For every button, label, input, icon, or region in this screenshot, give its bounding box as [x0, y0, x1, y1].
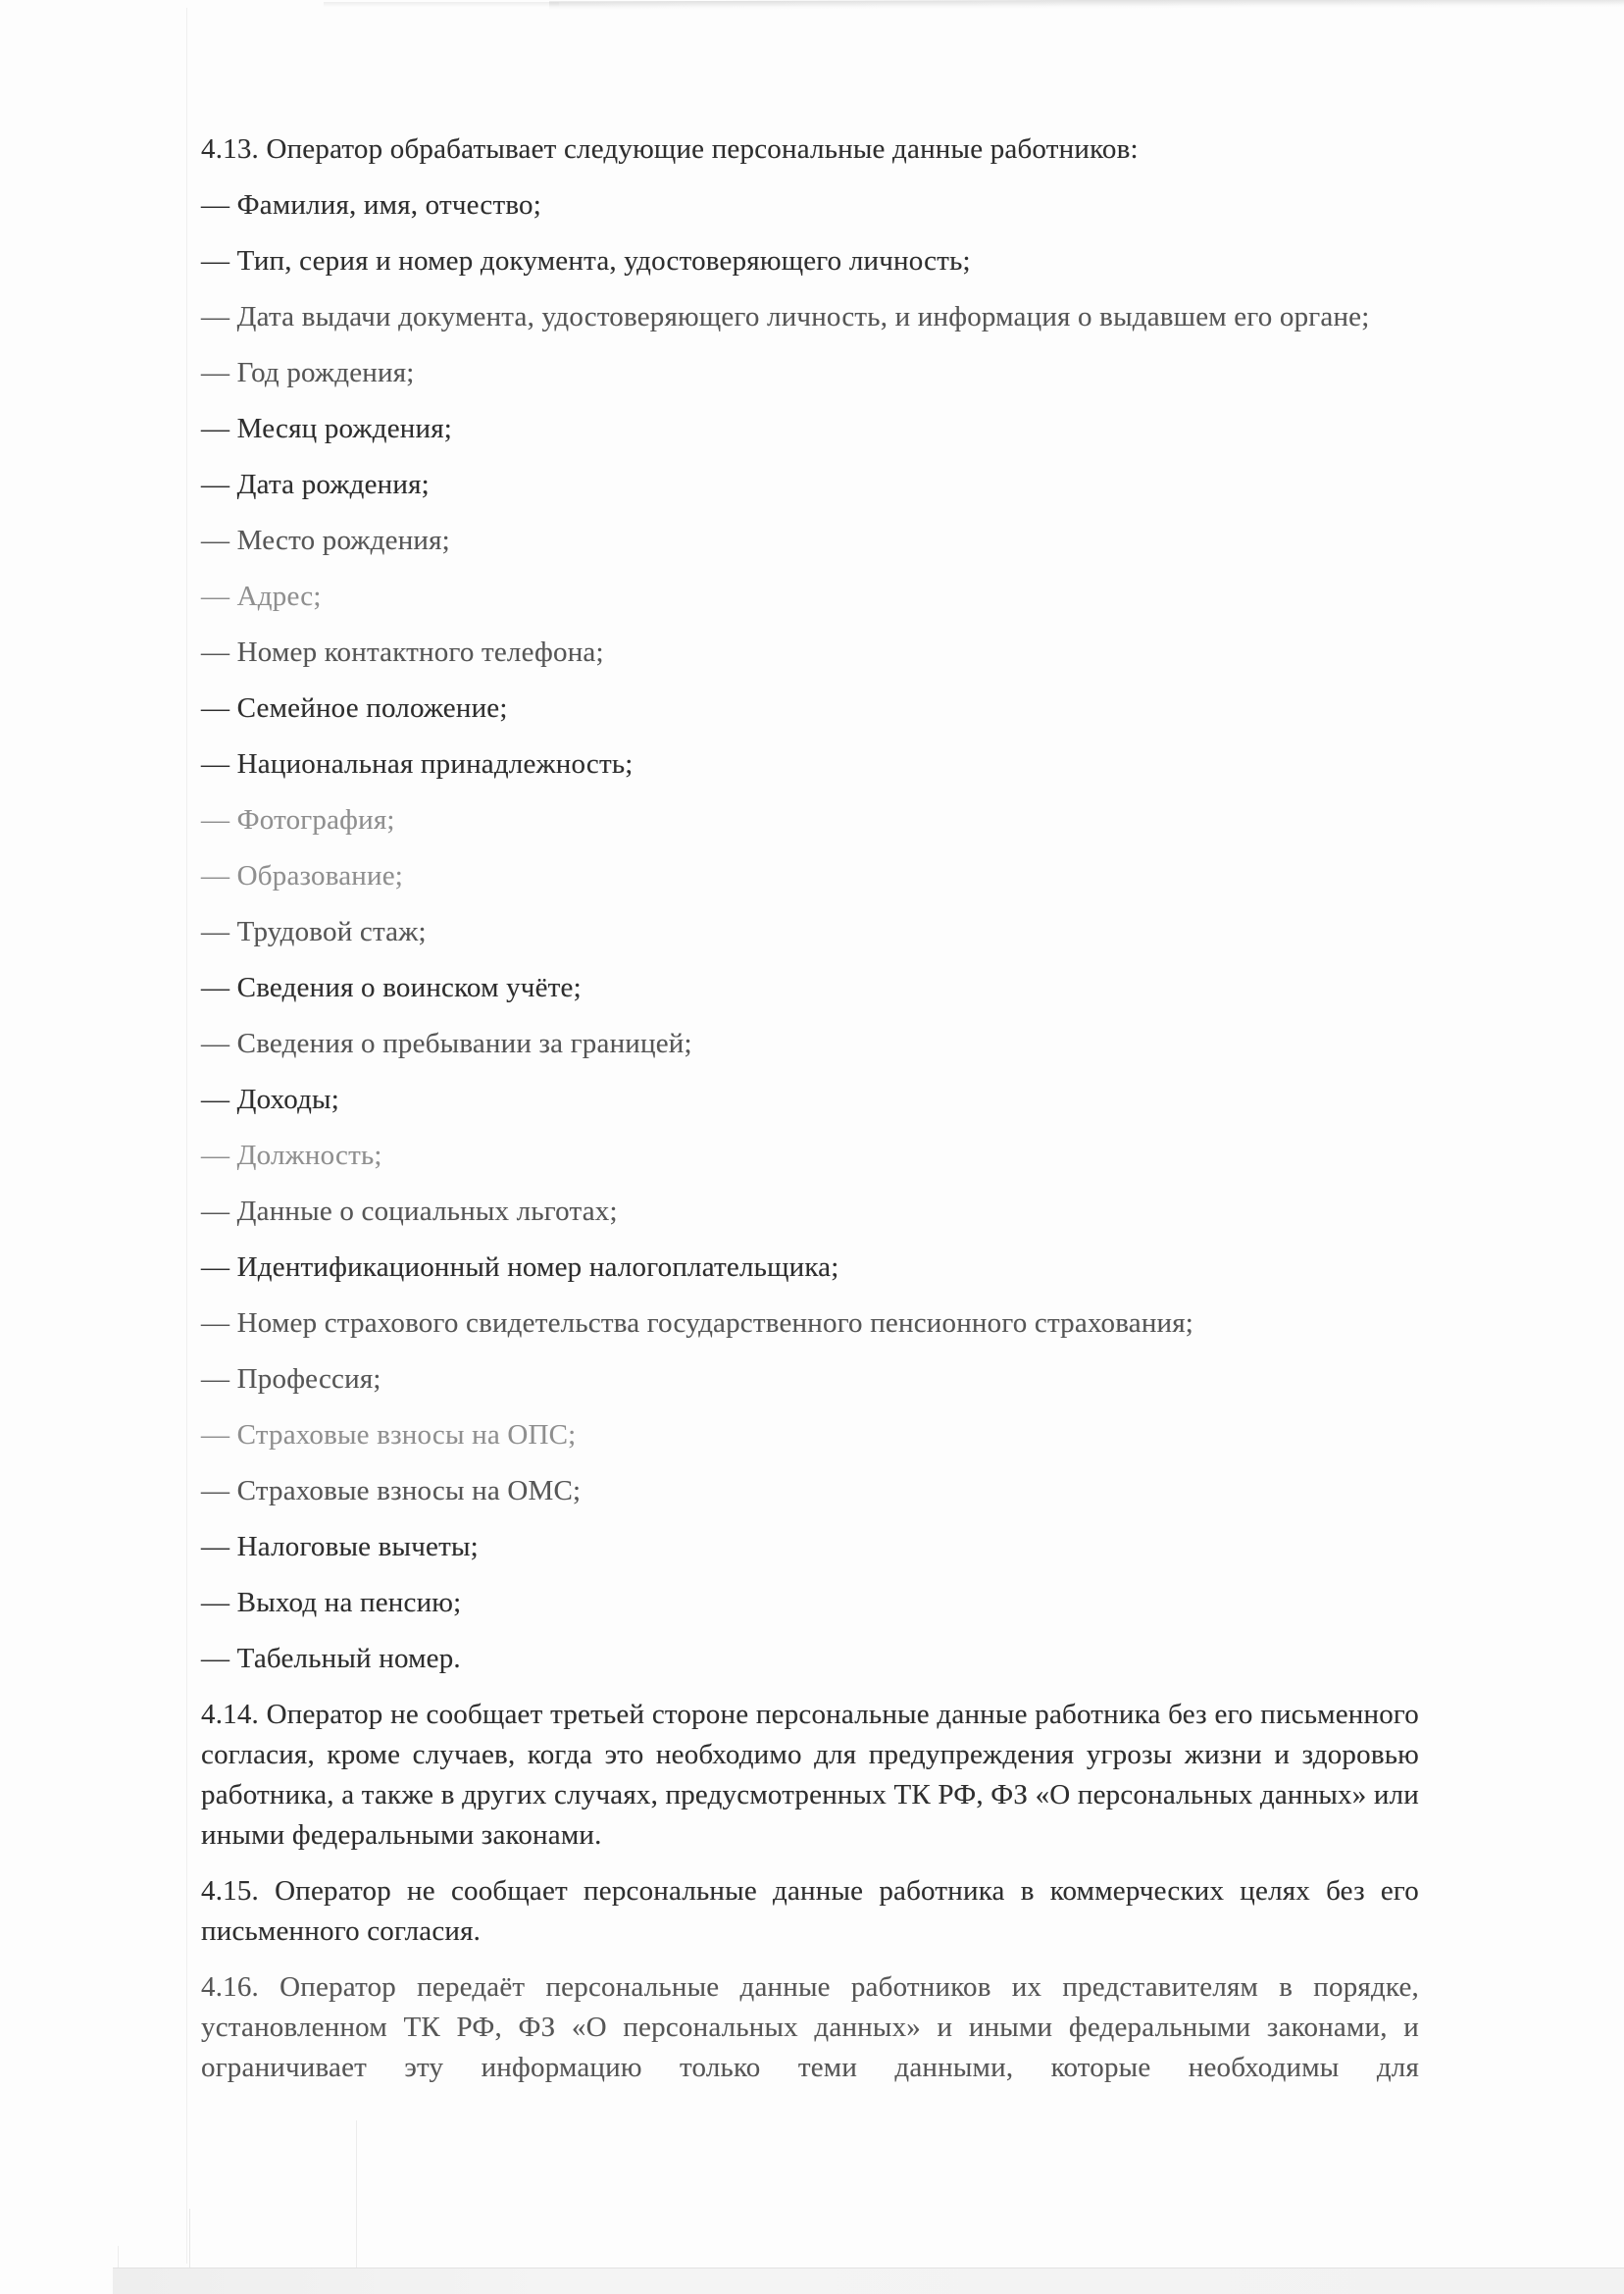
list-item: — Фамилия, имя, отчество; — [201, 189, 542, 221]
list-item: — Образование; — [201, 860, 404, 892]
list-item: — Фотография; — [201, 804, 395, 836]
list-item: — Номер контактного телефона; — [201, 637, 604, 668]
list-item: — Трудовой стаж; — [201, 916, 427, 947]
scan-artifact-bottom-band — [113, 2269, 1624, 2294]
list-item: — Месяц рождения; — [201, 413, 453, 444]
scan-artifact-vertical-line — [356, 2120, 357, 2269]
list-item: — Сведения о пребывании за границей; — [201, 1028, 692, 1059]
scan-artifact-bottom-edge — [113, 2268, 1624, 2269]
list-item: — Профессия; — [201, 1363, 381, 1395]
list-item: — Семейное положение; — [201, 692, 508, 724]
scan-artifact-top-streak — [549, 0, 1624, 10]
list-item: — Сведения о воинском учёте; — [201, 972, 582, 1003]
list-item: — Адрес; — [201, 581, 322, 612]
document-text-block — [201, 129, 1419, 2104]
scan-artifact-left-edge — [186, 8, 187, 2264]
scan-artifact-vertical-line — [118, 2246, 119, 2269]
list-item: — Табельный номер. — [201, 1643, 461, 1674]
clause-4-13: 4.13. Оператор обрабатывает следующие персональные данные работников: — [201, 133, 1139, 165]
scan-artifact-top-streak-left — [324, 2, 559, 7]
personal-data-list — [201, 185, 1419, 1679]
list-item: — Дата выдачи документа, удостоверяющего личность, и информация о выдавшем его органе; — [201, 301, 1370, 332]
list-item: — Выход на пенсию; — [201, 1587, 462, 1618]
list-item: — Идентификационный номер налогоплательщика; — [201, 1251, 839, 1283]
list-item: — Место рождения; — [201, 525, 450, 556]
clause-4-14: 4.14. Оператор не сообщает третьей стороне персональные данные работника без его письменного согласия, кроме случаев, когда это необходимо для предупреждения угрозы жизни и здоровью работника, а также в других случаях, предусмотренных ТК РФ, ФЗ «О персональных данных» или иными федеральными законами. — [201, 1699, 1419, 1851]
list-item: — Страховые взносы на ОМС; — [201, 1475, 582, 1506]
list-item: — Тип, серия и номер документа, удостоверяющего личность; — [201, 245, 971, 277]
list-item: — Должность; — [201, 1140, 382, 1171]
list-item: — Год рождения; — [201, 357, 415, 388]
list-item: — Данные о социальных льготах; — [201, 1196, 618, 1227]
list-item: — Доходы; — [201, 1084, 339, 1115]
clause-4-15: 4.15. Оператор не сообщает персональные данные работника в коммерческих целях без его письменного согласия. — [201, 1875, 1419, 1947]
clause-4-16: 4.16. Оператор передаёт персональные данные работников их представителям в порядке, установленном ТК РФ, ФЗ «О персональных данных» и иными федеральными законами, и ограничивает эту информацию только теми данными, которые необходимы для — [201, 1971, 1419, 2083]
list-item: — Страховые взносы на ОПС; — [201, 1419, 577, 1451]
list-item: — Национальная принадлежность; — [201, 748, 634, 780]
list-item: — Налоговые вычеты; — [201, 1531, 479, 1562]
list-item: — Номер страхового свидетельства государственного пенсионного страхования; — [201, 1307, 1194, 1339]
list-item: — Дата рождения; — [201, 469, 430, 500]
scan-artifact-vertical-line — [189, 2209, 190, 2269]
